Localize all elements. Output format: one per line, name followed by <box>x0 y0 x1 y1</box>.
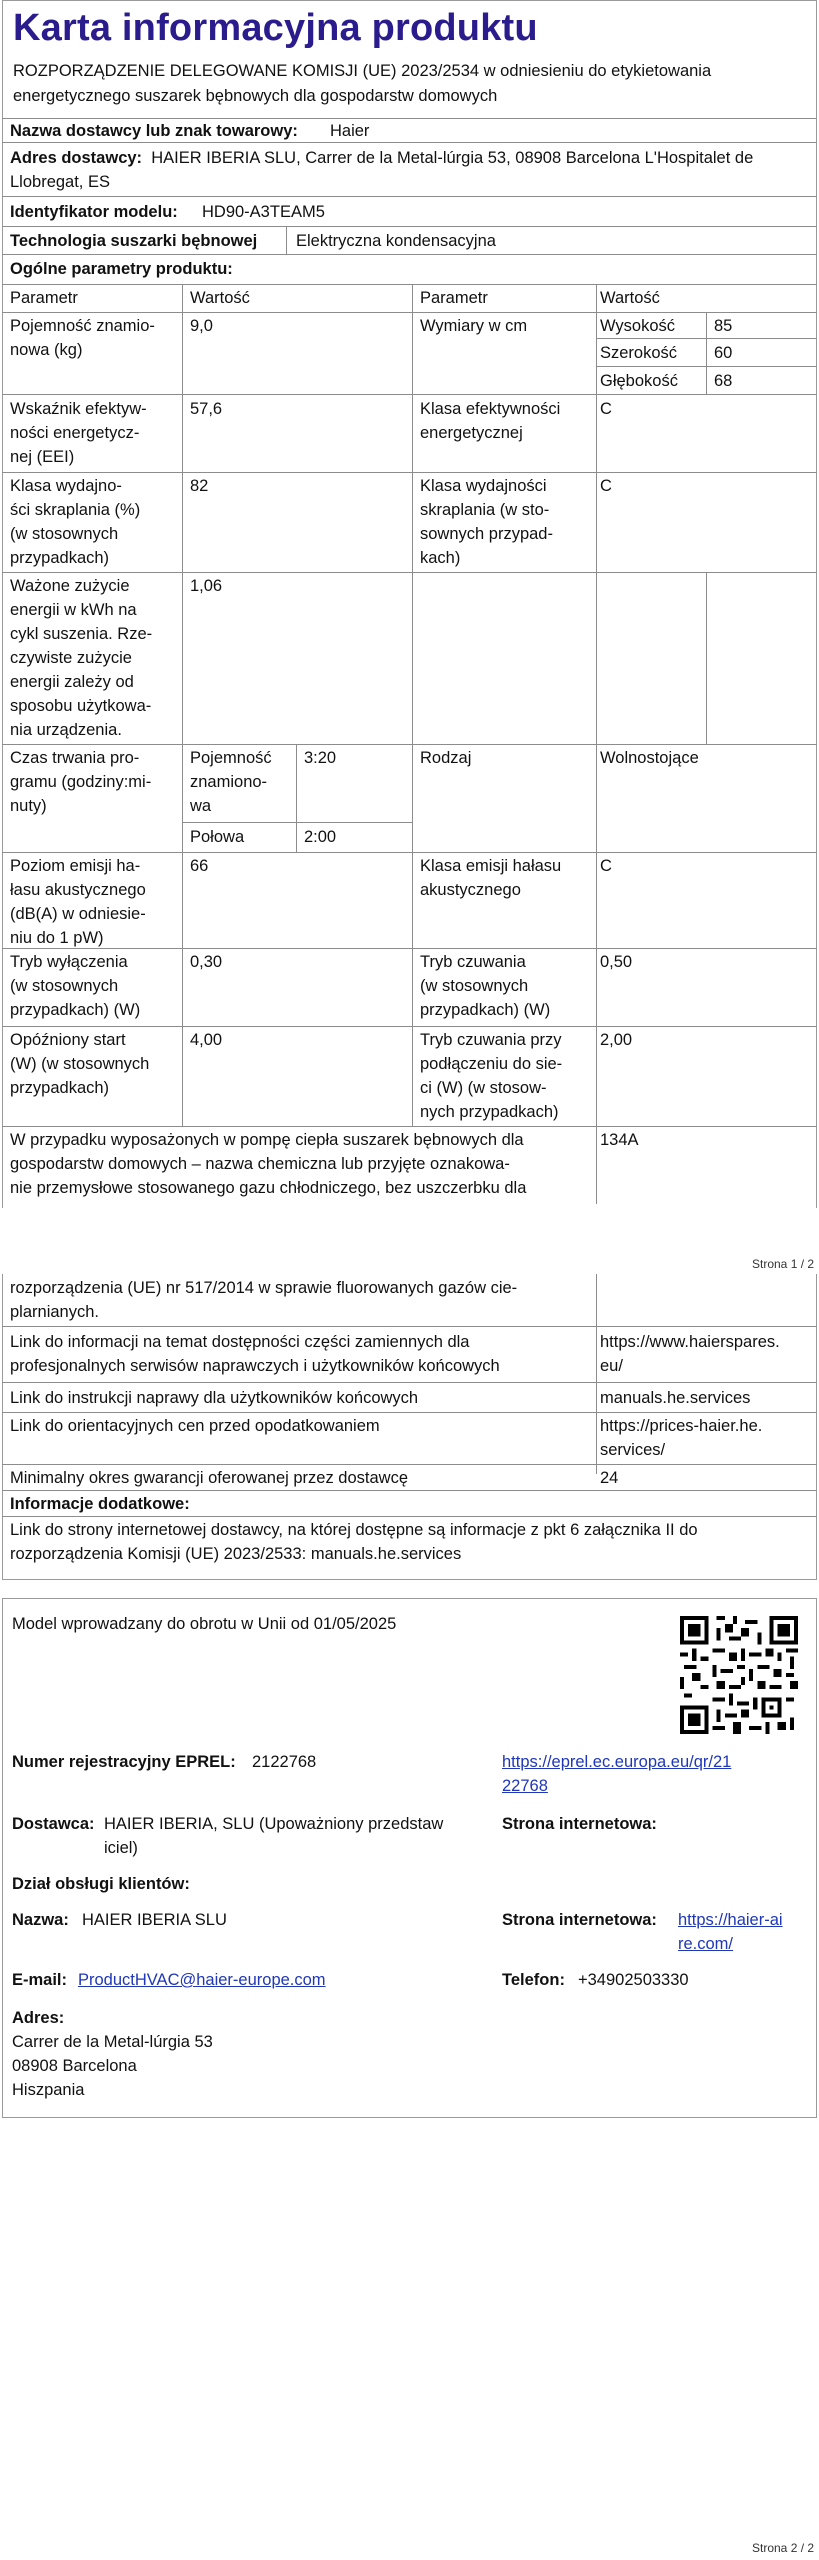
email-link[interactable]: ProductHVAC@haier-europe.com <box>78 1971 326 1989</box>
dryer-tech-label: Technologia suszarki bębnowej <box>10 232 258 250</box>
standby-value: 0,50 <box>600 953 633 971</box>
condensation-class-label: Klasa wydajności skraplania (w sto- sownych przypad- kach) <box>420 477 553 567</box>
col-header-param-1: Parametr <box>10 289 78 307</box>
model-id-label: Identyfikator modelu: <box>10 203 178 221</box>
customer-service-heading: Dział obsługi klientów: <box>12 1875 190 1893</box>
rule <box>2 1382 817 1383</box>
supplier-address <box>10 146 810 194</box>
energy-class-label: Klasa efektywności energetycznej <box>420 400 561 442</box>
networked-standby-label: Tryb czuwania przy podłączeniu do sie- ci (W) (w stosow- nych przypadkach) <box>420 1031 563 1121</box>
market-date: Model wprowadzany do obrotu w Unii od 01/05/2025 <box>12 1615 397 1633</box>
supplier-address-label: Adres dostawcy: <box>10 149 143 167</box>
service-website-link[interactable]: https://haier-ai re.com/ <box>678 1911 783 1953</box>
eprel-label: Numer rejestracyjny EPREL: <box>12 1753 236 1771</box>
width-value: 60 <box>714 344 733 362</box>
repair-info-label: Link do instrukcji naprawy dla użytkowników końcowych <box>10 1389 419 1407</box>
rule <box>706 312 707 394</box>
col-header-param-2: Parametr <box>420 289 488 307</box>
width-label: Szerokość <box>600 344 678 362</box>
rule <box>2 472 817 473</box>
supplier-address-value: HAIER IBERIA SLU, Carrer de la Metal-lúrgia 53, 08908 Barcelona L'Hospitalet de Llobregat, ES <box>10 149 754 191</box>
refrigerant-label: W przypadku wyposażonych w pompę ciepła suszarek bębnowych dla gospodarstw domowych – nazwa chemiczna lub przyjęte oznakowa- nie przemysłowe stosowanego gazu chłodniczego, bez uszczerbku dla <box>10 1131 527 1197</box>
height-value: 85 <box>714 317 733 335</box>
type-value: Wolnostojące <box>600 749 699 767</box>
rule <box>182 284 183 1126</box>
rule <box>2 744 817 745</box>
general-params-label: Ogólne parametry produktu: <box>10 260 233 278</box>
supplier-name-value: Haier <box>330 122 370 140</box>
qr-code-icon[interactable] <box>680 1616 798 1734</box>
page-number-2: Strona 2 / 2 <box>752 2541 815 2555</box>
price-info-label: Link do orientacyjnych cen przed opodatkowaniem <box>10 1417 380 1435</box>
supplier-name-label: Nazwa dostawcy lub znak towarowy: <box>10 122 298 140</box>
delay-start-label: Opóźniony start (W) (w stosownych przypadkach) <box>10 1031 150 1097</box>
supplier-value: HAIER IBERIA, SLU (Upoważniony przedstaw iciel) <box>104 1815 444 1857</box>
rule <box>2 1516 817 1517</box>
address-label: Adres: <box>12 2009 65 2027</box>
supplier-label: Dostawca: <box>12 1815 95 1833</box>
rule <box>2 1126 817 1127</box>
phone-label: Telefon: <box>502 1971 565 1989</box>
spare-parts-label: Link do informacji na temat dostępności części zamiennych dla profesjonalnych serwisów naprawczych i użytkowników końcowych <box>10 1333 500 1375</box>
warranty-label: Minimalny okres gwarancji oferowanej przez dostawcę <box>10 1469 409 1487</box>
weighted-energy-value: 1,06 <box>190 577 223 595</box>
condensation-efficiency-value: 82 <box>190 477 209 495</box>
document-title: Karta informacyjna produktu <box>13 7 538 49</box>
regulation-text: ROZPORZĄDZENIE DELEGOWANE KOMISJI (UE) 2023/2534 w odniesieniu do etykietowania energetycznego suszarek bębnowych dla gospodarstw domowych <box>13 62 712 105</box>
off-mode-label: Tryb wyłączenia (w stosownych przypadkach) (W) <box>10 953 141 1019</box>
rule <box>596 284 597 1204</box>
condensation-class-value: C <box>600 477 612 495</box>
rule <box>2 572 817 573</box>
standby-label: Tryb czuwania (w stosownych przypadkach) (W) <box>420 953 551 1019</box>
rule <box>2 394 817 395</box>
eei-label: Wskaźnik efektyw- ności energetycz- nej (EEI) <box>10 400 147 466</box>
type-label: Rodzaj <box>420 749 472 767</box>
page-number-1: Strona 1 / 2 <box>752 1257 815 1271</box>
delay-start-value: 4,00 <box>190 1031 223 1049</box>
page-1 <box>0 0 819 1271</box>
rule <box>2 1464 817 1465</box>
service-name-label: Nazwa: <box>12 1911 69 1929</box>
website-label: Strona internetowa: <box>502 1815 657 1833</box>
energy-class-value: C <box>600 400 612 418</box>
height-label: Wysokość <box>600 317 676 335</box>
title-box <box>2 0 817 120</box>
price-info-link[interactable]: https://prices-haier.he. services/ <box>600 1417 763 1459</box>
rule <box>596 338 817 339</box>
off-mode-value: 0,30 <box>190 953 223 971</box>
phone-value: +34902503330 <box>578 1971 689 1989</box>
duration-half-value: 2:00 <box>304 828 337 846</box>
rule <box>2 1490 817 1491</box>
rule <box>296 744 297 852</box>
dryer-tech-value: Elektryczna kondensacyjna <box>296 232 496 250</box>
duration-full-value: 3:20 <box>304 749 337 767</box>
email-label: E-mail: <box>12 1971 68 1989</box>
rule <box>182 822 412 823</box>
noise-level-label: Poziom emisji ha- łasu akustycznego (dB(A) w odniesie- niu do 1 pW) <box>10 857 146 947</box>
depth-label: Głębokość <box>600 372 678 390</box>
col-header-value-2: Wartość <box>600 289 660 307</box>
rule <box>2 1326 817 1327</box>
additional-info-label: Informacje dodatkowe: <box>10 1495 190 1513</box>
rule <box>2 1026 817 1027</box>
rule <box>706 572 707 744</box>
rule <box>412 284 413 1126</box>
noise-level-value: 66 <box>190 857 209 875</box>
address-value: Carrer de la Metal-lúrgia 53 08908 Barcelona Hiszpania <box>12 2033 213 2099</box>
rule <box>2 226 817 227</box>
capacity-value: 9,0 <box>190 317 213 335</box>
rule <box>2 284 817 285</box>
repair-info-link[interactable]: manuals.he.services <box>600 1389 751 1407</box>
eprel-link[interactable]: https://eprel.ec.europa.eu/qr/21 22768 <box>502 1753 732 1795</box>
rule <box>2 312 817 313</box>
duration-full-label: Pojemność znamiono- wa <box>190 749 272 815</box>
capacity-label: Pojemność znamio- nowa (kg) <box>10 317 155 359</box>
service-website-label: Strona internetowa: <box>502 1911 657 1929</box>
refrigerant-value: 134A <box>600 1131 639 1149</box>
spare-parts-link[interactable]: https://www.haierspares. eu/ <box>600 1333 780 1375</box>
rule <box>2 196 817 197</box>
refrigerant-label-continued: rozporządzenia (UE) nr 517/2014 w sprawie fluorowanych gazów cie- plarnianych. <box>10 1279 518 1321</box>
service-name-value: HAIER IBERIA SLU <box>82 1911 227 1929</box>
warranty-value: 24 <box>600 1469 619 1487</box>
condensation-efficiency-label: Klasa wydajno- ści skraplania (%) (w stosownych przypadkach) <box>10 477 141 567</box>
depth-value: 68 <box>714 372 733 390</box>
rule <box>2 254 817 255</box>
eei-value: 57,6 <box>190 400 223 418</box>
col-header-value-1: Wartość <box>190 289 250 307</box>
additional-info-text: Link do strony internetowej dostawcy, na której dostępne są informacje z pkt 6 załącznika II do rozporządzenia Komisji (UE) 2023/2533: manuals.he.services <box>10 1521 698 1563</box>
networked-standby-value: 2,00 <box>600 1031 633 1049</box>
rule <box>2 852 817 853</box>
noise-class-label: Klasa emisji hałasu akustycznego <box>420 857 562 899</box>
model-id-value: HD90-A3TEAM5 <box>202 203 325 221</box>
rule <box>596 1274 597 1474</box>
rule <box>286 226 287 254</box>
dimensions-label: Wymiary w cm <box>420 317 528 335</box>
duration-half-label: Połowa <box>190 828 245 846</box>
program-duration-label: Czas trwania pro- gramu (godziny:mi- nuty) <box>10 749 152 815</box>
eprel-value: 2122768 <box>252 1753 317 1771</box>
noise-class-value: C <box>600 857 612 875</box>
weighted-energy-label: Ważone zużycie energii w kWh na cykl suszenia. Rze- czywiste zużycie energii zależy od sposobu użytkowa- nia urządzenia. <box>10 577 153 739</box>
rule <box>2 1412 817 1413</box>
